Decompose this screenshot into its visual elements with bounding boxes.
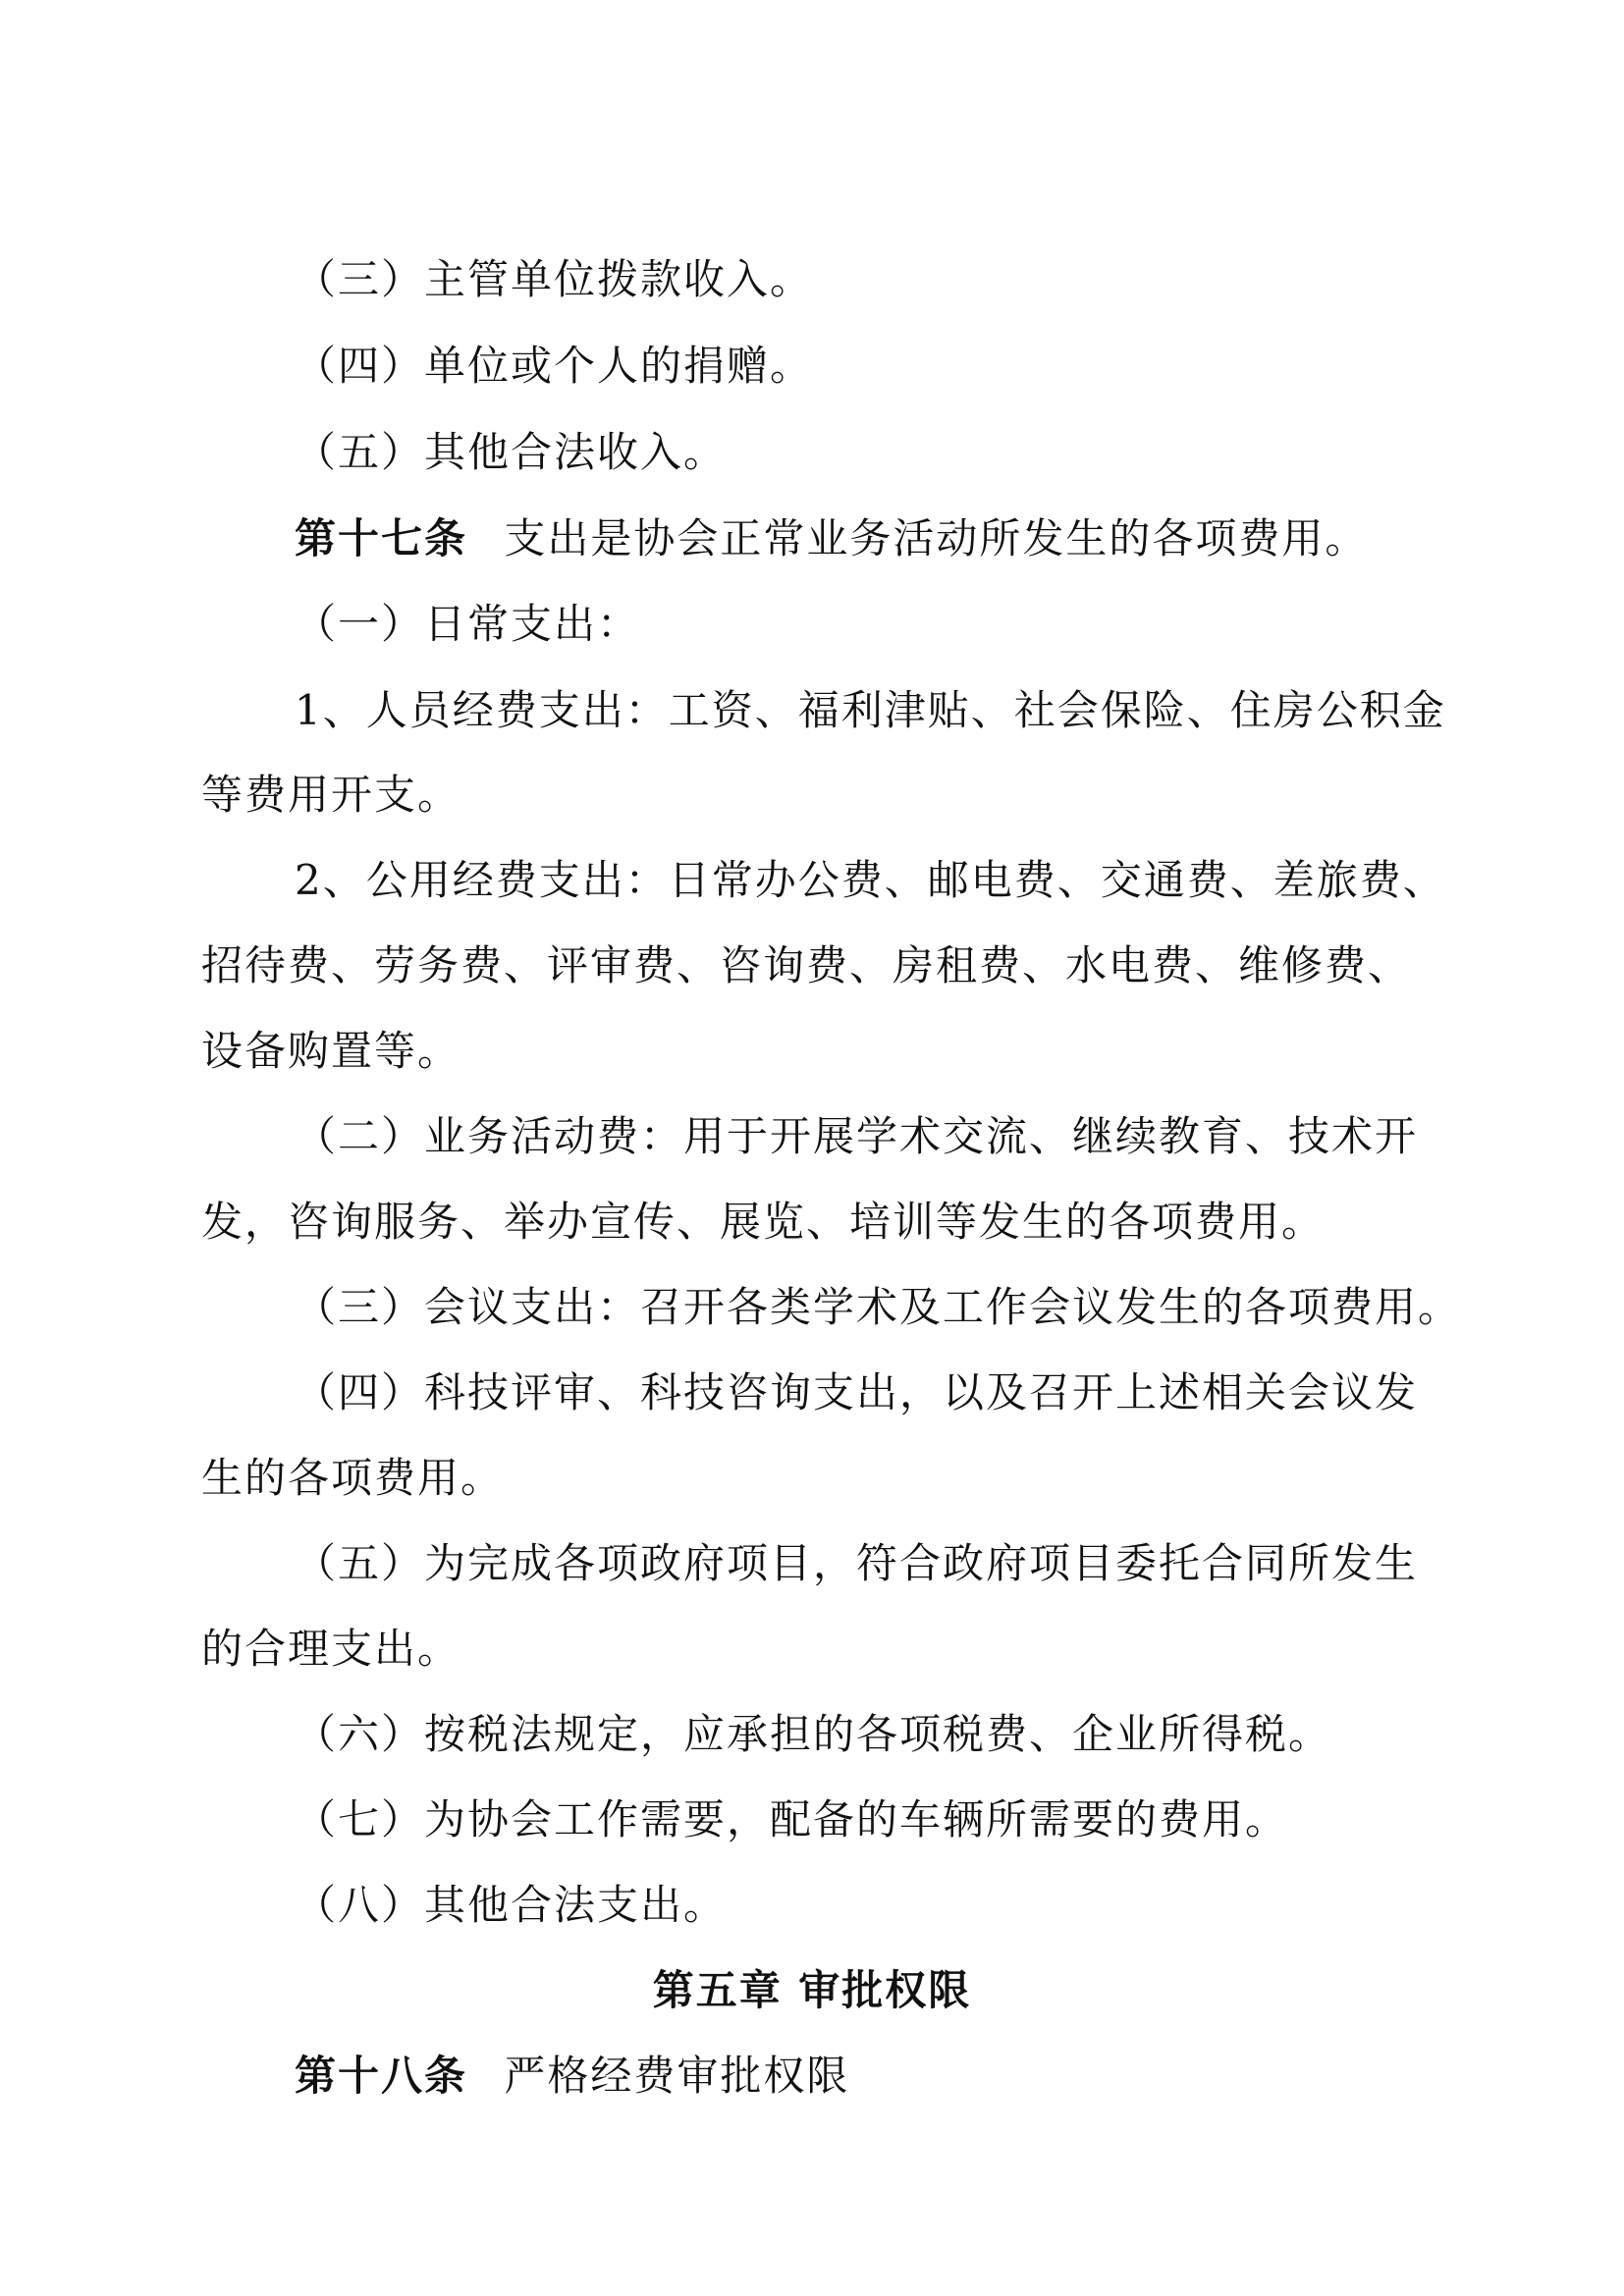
paragraph-public-expenses-cont-2: 设备购置等。 xyxy=(201,1027,461,1075)
paragraph-taxes: （六）按税法规定，应承担的各项税费、企业所得税。 xyxy=(295,1710,1332,1758)
paragraph-income-5: （五）其他合法收入。 xyxy=(295,428,728,476)
paragraph-public-expenses-cont-1: 招待费、劳务费、评审费、咨询费、房租费、水电费、维修费、 xyxy=(201,941,1412,989)
paragraph-personnel-expenses: 1、人员经费支出：工资、福利津贴、社会保险、住房公积金 xyxy=(295,686,1446,734)
paragraph-vehicles: （七）为协会工作需要，配备的车辆所需要的费用。 xyxy=(295,1795,1289,1843)
article-18-text: 严格经费审批权限 xyxy=(504,2052,850,2100)
paragraph-personnel-expenses-cont: 等费用开支。 xyxy=(201,771,461,819)
paragraph-review-consulting-cont: 生的各项费用。 xyxy=(201,1454,505,1502)
paragraph-government-projects-cont: 的合理支出。 xyxy=(201,1625,461,1673)
paragraph-business-activity-cont: 发，咨询服务、举办宣传、展览、培训等发生的各项费用。 xyxy=(201,1198,1326,1246)
article-18 xyxy=(295,2047,1522,2106)
paragraph-review-consulting: （四）科技评审、科技咨询支出，以及召开上述相关会议发 xyxy=(295,1368,1419,1416)
article-17 xyxy=(295,509,1522,568)
paragraph-business-activity: （二）业务活动费：用于开展学术交流、继续教育、技术开 xyxy=(295,1112,1419,1160)
paragraph-public-expenses: 2、公用经费支出：日常办公费、邮电费、交通费、差旅费、 xyxy=(295,856,1446,904)
paragraph-income-3: （三）主管单位拨款收入。 xyxy=(295,255,814,303)
chapter-heading: 第五章 审批权限 xyxy=(652,1966,972,2014)
paragraph-daily-expenses: （一）日常支出： xyxy=(295,600,641,648)
paragraph-other-expenses: （八）其他合法支出。 xyxy=(295,1881,728,1929)
paragraph-income-4: （四）单位或个人的捐赠。 xyxy=(295,342,814,390)
article-17-heading: 第十七条 xyxy=(295,514,468,562)
article-17-text: 支出是协会正常业务活动所发生的各项费用。 xyxy=(504,514,1369,562)
paragraph-meeting-expenses: （三）会议支出：召开各类学术及工作会议发生的各项费用。 xyxy=(295,1283,1462,1331)
paragraph-government-projects: （五）为完成各项政府项目，符合政府项目委托合同所发生 xyxy=(295,1539,1419,1587)
article-18-heading: 第十八条 xyxy=(295,2052,468,2100)
